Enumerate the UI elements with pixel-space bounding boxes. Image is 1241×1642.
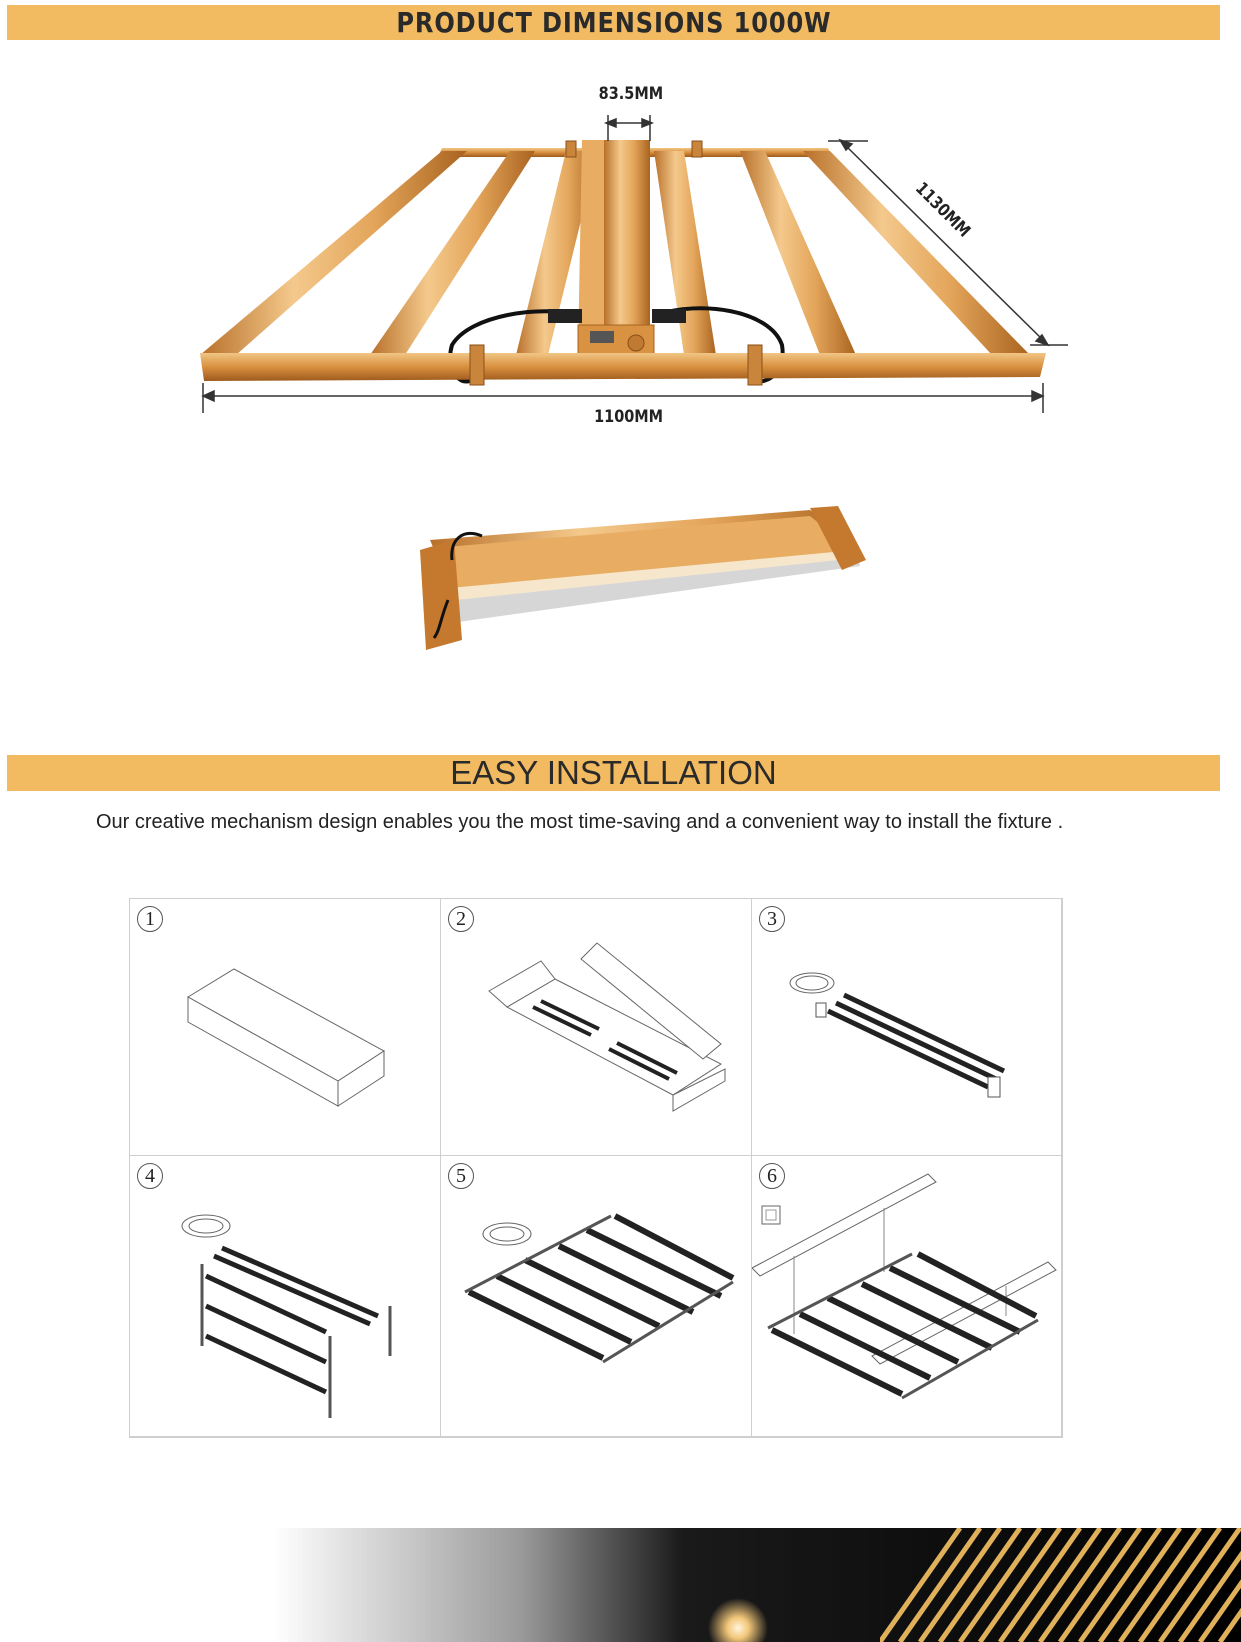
step-number: 1 — [137, 906, 163, 932]
depth-label: 1130MM — [911, 178, 975, 242]
fixture-folded-illustration — [752, 899, 1062, 1156]
dimensions-title: PRODUCT DIMENSIONS 1000W — [395, 6, 832, 39]
fixture-hanging-illustration — [752, 1156, 1062, 1437]
step-6 — [752, 1156, 1062, 1437]
product-folded-view — [390, 500, 910, 660]
dimensions-banner — [7, 5, 1220, 40]
step-1 — [130, 899, 441, 1156]
step-5 — [441, 1156, 752, 1437]
fixture-unfolded-illustration — [441, 1156, 752, 1437]
step-2 — [441, 899, 752, 1156]
step-number: 3 — [759, 906, 785, 932]
installation-steps-grid — [129, 898, 1063, 1438]
step-number: 6 — [759, 1163, 785, 1189]
length-label: 1100MM — [594, 407, 664, 427]
step-4 — [130, 1156, 441, 1437]
front-rail — [200, 353, 1046, 381]
installation-intro: Our creative mechanism design enables you the most time-saving and a convenient way to install the fixture . — [96, 811, 1064, 833]
open-box-illustration — [441, 899, 752, 1156]
footer-decoration — [0, 1528, 1241, 1642]
step-number: 5 — [448, 1163, 474, 1189]
step-3 — [752, 899, 1062, 1156]
installation-title: EASY INSTALLATION — [450, 754, 777, 791]
fixture-unfolding-illustration — [130, 1156, 441, 1437]
installation-banner — [7, 755, 1220, 791]
step-number: 2 — [448, 906, 474, 932]
box-illustration — [130, 899, 441, 1156]
width-center-label: 83.5MM — [598, 84, 664, 104]
step-number: 4 — [137, 1163, 163, 1189]
